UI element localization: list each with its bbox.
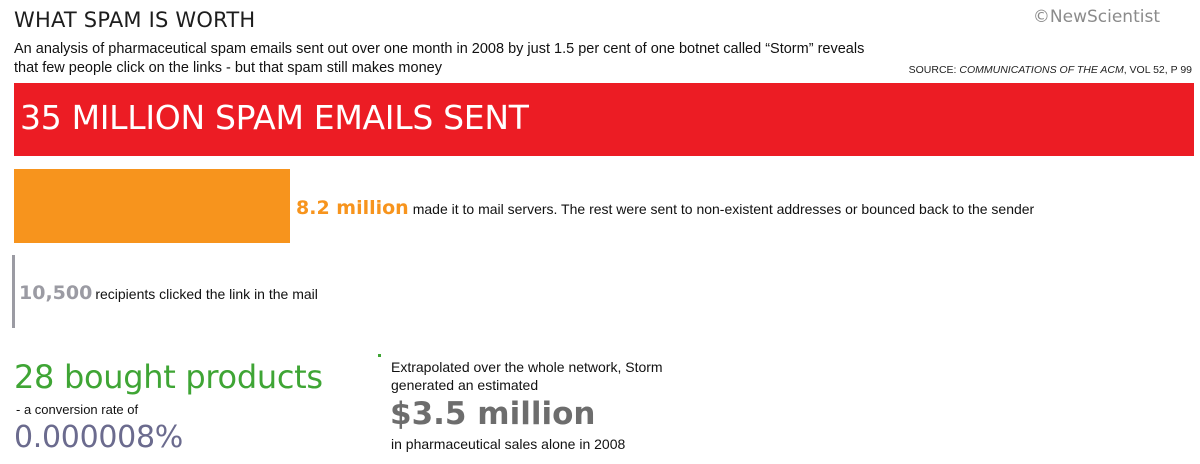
source-prefix: SOURCE: (908, 64, 960, 76)
bar-clicked (12, 255, 15, 328)
bar-mail-servers-text: made it to mail servers. The rest were sent to non-existent addresses or bounced back to the sender (412, 201, 1035, 217)
conversion-text: - a conversion rate of (16, 402, 139, 417)
chart-subtitle: An analysis of pharmaceutical spam emails sent out over one month in 2008 by just 1.5 per cent of one botnet called “Storm” reveals that few people click on the links - but that spam still makes money (14, 41, 865, 76)
bar-spam-sent-label: 35 MILLION SPAM EMAILS SENT (20, 98, 529, 137)
newscientist-logo: ©NewScientist (1032, 7, 1160, 27)
source-publication: COMMUNICATIONS OF THE ACM (959, 64, 1124, 76)
bar-mail-servers-label (296, 197, 1034, 219)
source-suffix: , VOL 52, P 99 (1123, 64, 1192, 76)
bar-clicked-label (19, 282, 318, 304)
bar-clicked-text: recipients clicked the link in the mail (95, 286, 318, 302)
bar-mail-servers-value: 8.2 million (296, 197, 409, 219)
conversion-rate: 0.000008% (14, 420, 183, 455)
bar-clicked-value: 10,500 (19, 282, 93, 304)
decorative-dot (378, 354, 381, 357)
estimated-revenue: $3.5 million (390, 396, 596, 432)
sales-note: in pharmaceutical sales alone in 2008 (391, 436, 626, 452)
bought-products: 28 bought products (14, 358, 323, 396)
bar-mail-servers (14, 169, 290, 243)
extrapolation-text: Extrapolated over the whole network, Storm generated an estimated (391, 359, 663, 393)
source-note (909, 64, 1192, 76)
chart-title: WHAT SPAM IS WORTH (14, 8, 256, 32)
